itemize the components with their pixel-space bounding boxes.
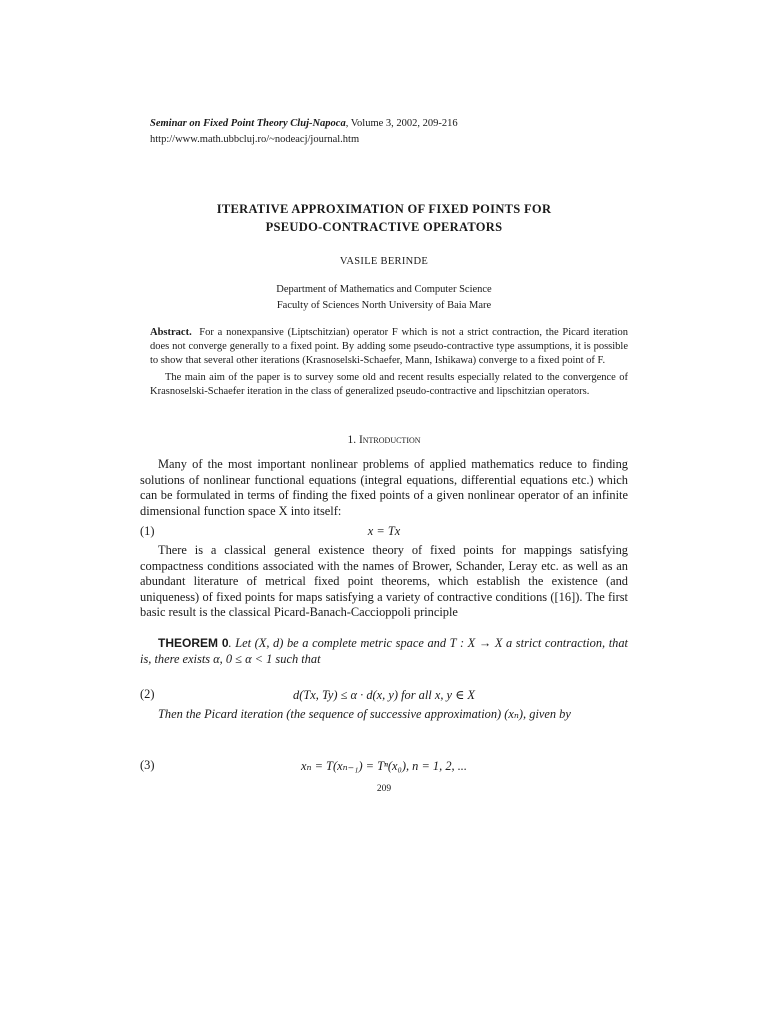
abstract-label: Abstract. xyxy=(150,327,192,338)
equation-1 xyxy=(140,524,628,540)
journal-volume-info: , Volume 3, 2002, 209-216 xyxy=(345,118,458,129)
abstract-text1: For a nonexpansive (Liptschitzian) operator F which is not a strict contraction, the Picard iteration does not converge generally to a fixed point. By adding some pseudo-contractive type assumptions, it is possible to show that several other iterations (Krasnoselski-Schaefer, Mann, Ishikawa) converge to a fixed point of F. xyxy=(150,327,629,366)
theorem-0 xyxy=(140,636,628,667)
theorem-statement: . Let (X, d) be a complete metric space and T : X → X a strict contraction, that is, there exists α, 0 ≤ α < 1 such that xyxy=(140,636,628,666)
equation-1-expression: x = Tx xyxy=(367,524,401,538)
section-heading xyxy=(140,434,628,446)
theorem-continuation-text: Then the Picard iteration (the sequence of successive approximation) (xₙ), given by xyxy=(158,707,571,721)
intro-paragraph1: Many of the most important nonlinear problems of applied mathematics reduce to finding solutions of nonlinear functional equations (integral equations, differential equations etc.) which can be formulated in terms of finding the fixed points of a given nonlinear operator of an infinite dimensional function space X into itself: xyxy=(140,457,628,518)
theorem-label: THEOREM 0 xyxy=(158,636,229,650)
author-name: VASILE BERINDE xyxy=(339,256,429,267)
equation-2-expression: d(Tx, Ty) ≤ α · d(x, y) for all x, y ∈ X xyxy=(293,688,475,702)
equation-3-number: (3) xyxy=(140,758,155,772)
page-number: 209 xyxy=(376,784,392,794)
section-number: 1. xyxy=(347,434,357,446)
abstract-paragraph1 xyxy=(150,326,628,368)
abstract-paragraph2: The main aim of the paper is to survey some old and recent results especially related to the convergence of Krasnoselski-Schaefer iteration in the class of generalized pseudo-contractive and lipschitzian operators. xyxy=(150,372,628,397)
section-title: Introduction xyxy=(358,434,421,446)
intro-paragraph2: There is a classical general existence theory of fixed points for mappings satisfying compactness conditions associated with the names of Brower, Schander, Leray etc. as well as an abundant literature of metrical fixed point theorems, which establish the existence (and uniqueness) of fixed points for maps satisfying a variety of contractive conditions ([16]). The first basic result is the classical Picard-Banach-Caccioppoli principle xyxy=(140,543,628,620)
paper-title-line1: ITERATIVE APPROXIMATION OF FIXED POINTS FOR xyxy=(216,202,552,216)
journal-header xyxy=(150,116,630,148)
theorem-continuation xyxy=(140,707,628,723)
equation-3-expression: xₙ = T(xₙ₋₁) = Tⁿ(x₀), n = 1, 2, ... xyxy=(300,759,468,773)
affiliation-line1: Department of Mathematics and Computer Science xyxy=(276,284,492,295)
paper-title-line2: PSEUDO-CONTRACTIVE OPERATORS xyxy=(265,220,503,234)
paper-title xyxy=(140,200,628,236)
journal-name: Seminar on Fixed Point Theory Cluj-Napoca xyxy=(150,118,346,129)
equation-2 xyxy=(140,687,628,703)
journal-citation xyxy=(150,116,630,132)
equation-2-number: (2) xyxy=(140,687,155,701)
affiliation xyxy=(140,282,628,314)
affiliation-line2: Faculty of Sciences North University of Baia Mare xyxy=(276,300,492,311)
equation-1-number: (1) xyxy=(140,524,155,538)
abstract xyxy=(150,326,628,399)
journal-url[interactable]: http://www.math.ubbcluj.ro/~nodeacj/journal.htm xyxy=(150,134,360,145)
equation-3 xyxy=(140,758,628,774)
